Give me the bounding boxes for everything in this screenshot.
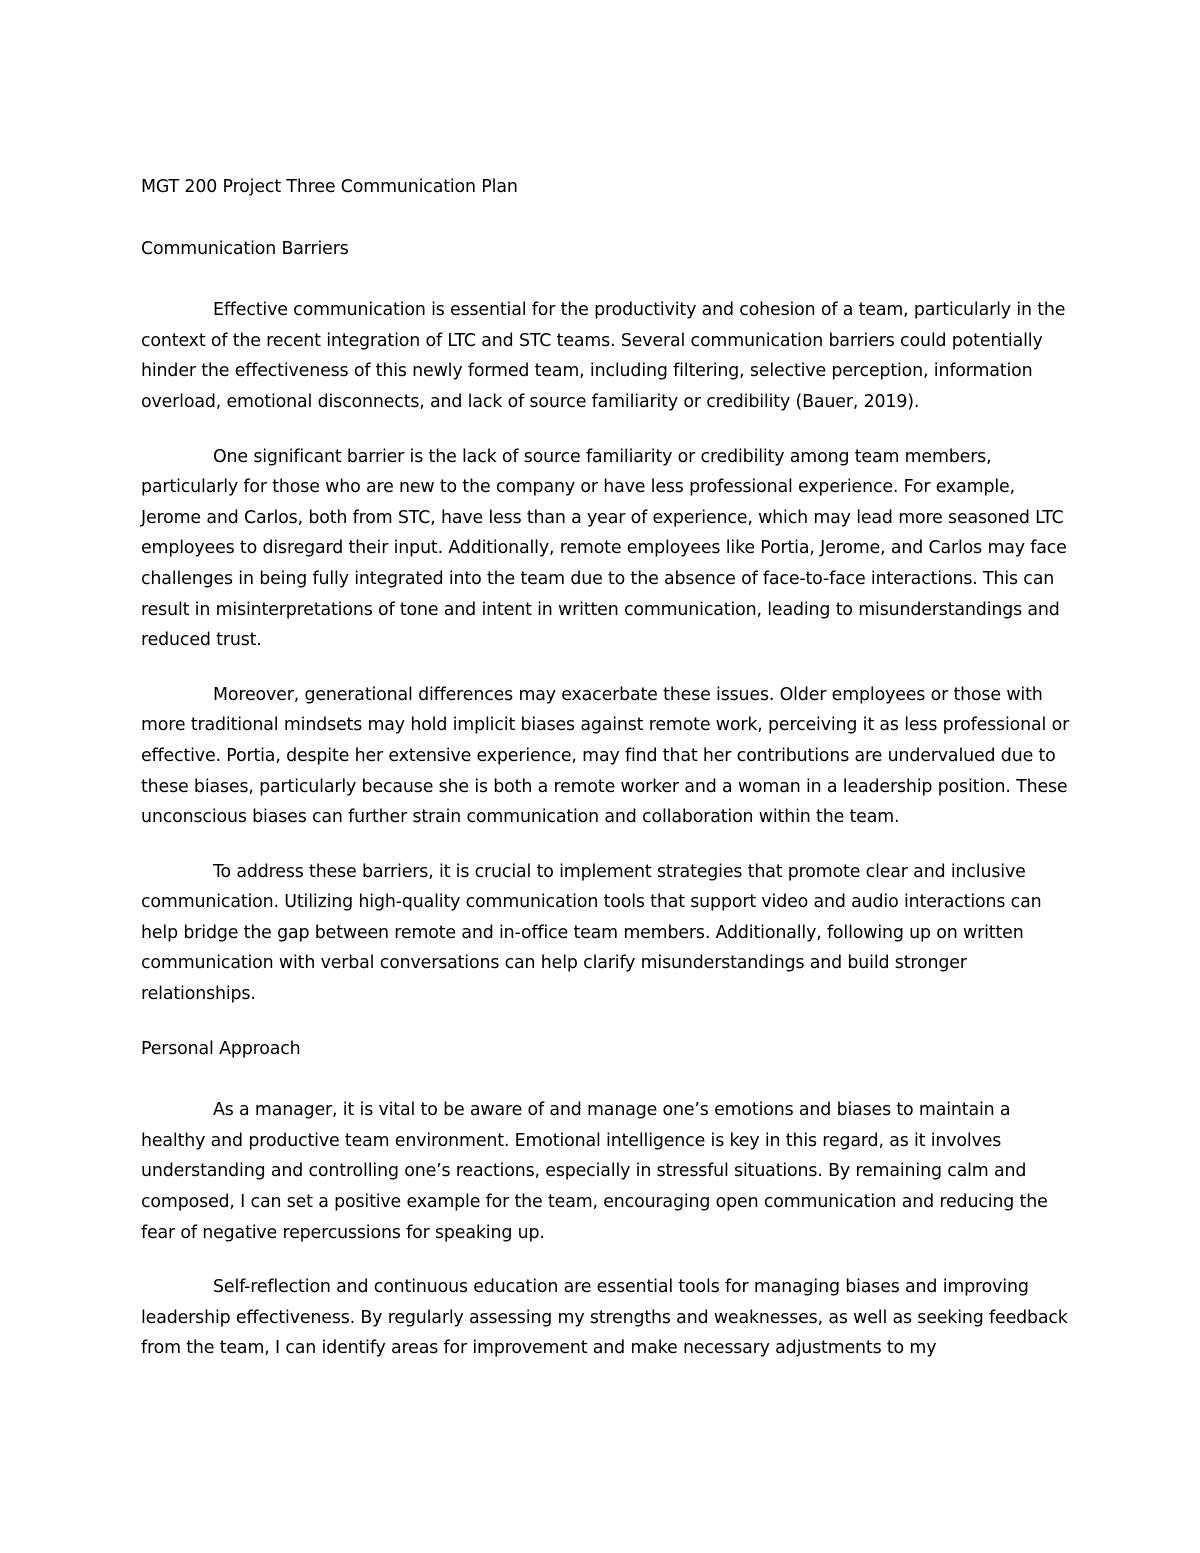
section-communication-barriers (141, 234, 1071, 1010)
paragraph: Moreover, generational differences may exacerbate these issues. Older employees or those with more traditional mindsets may hold implicit biases against remote work, perceiving it as less professional or effective. Portia, despite her extensive experience, may find that her contributions are undervalued due to these biases, particularly because she is both a remote worker and a woman in a leadership position. These unconscious biases can further strain communication and collaboration within the team. (141, 684, 1070, 828)
paragraph: To address these barriers, it is crucial to implement strategies that promote clear and inclusive communication. Utilizing high-quality communication tools that support video and audio interactions can help bridge the gap between remote and in-office team members. Additionally, following up on written communication with verbal conversations can help clarify misunderstandings and build stronger relationships. (141, 861, 1042, 1005)
paragraph: One significant barrier is the lack of source familiarity or credibility among team members, particularly for those who are new to the company or have less professional experience. For example, Jerome and Carlos, both from STC, have less than a year of experience, which may lead more seasoned LTC employees to disregard their input. Additionally, remote employees like Portia, Jerome, and Carlos may face challenges in being fully integrated into the team due to the absence of face-to-face interactions. This can result in misinterpretations of tone and intent in written communication, leading to misunderstandings and reduced trust. (141, 446, 1067, 651)
document-title: MGT 200 Project Three Communication Plan (141, 177, 518, 197)
document-body (141, 172, 1071, 1388)
paragraph: Self-reflection and continuous education are essential tools for managing biases and improving leadership effectiveness. By regularly assessing my strengths and weaknesses, as well as seeking feedback from the team, I can identify areas for improvement and make necessary adjustments to my (141, 1277, 1068, 1359)
section-heading-personal-approach: Personal Approach (141, 1038, 301, 1059)
section-personal-approach (141, 1034, 1071, 1364)
paragraph: As a manager, it is vital to be aware of and manage one’s emotions and biases to maintain a healthy and productive team environment. Emotional intelligence is key in this regard, as it involves understanding and controlling one’s reactions, especially in stressful situations. By remaining calm and composed, I can set a positive example for the team, encouraging open communication and reducing the fear of negative repercussions for speaking up. (141, 1100, 1048, 1243)
paragraph: Effective communication is essential for the productivity and cohesion of a team, particularly in the context of the recent integration of LTC and STC teams. Several communication barriers could potentially hinder the effectiveness of this newly formed team, including filtering, selective perception, information overload, emotional disconnects, and lack of source familiarity or credibility (Bauer, 2019). (141, 300, 1066, 412)
section-heading-communication-barriers: Communication Barriers (141, 238, 349, 259)
